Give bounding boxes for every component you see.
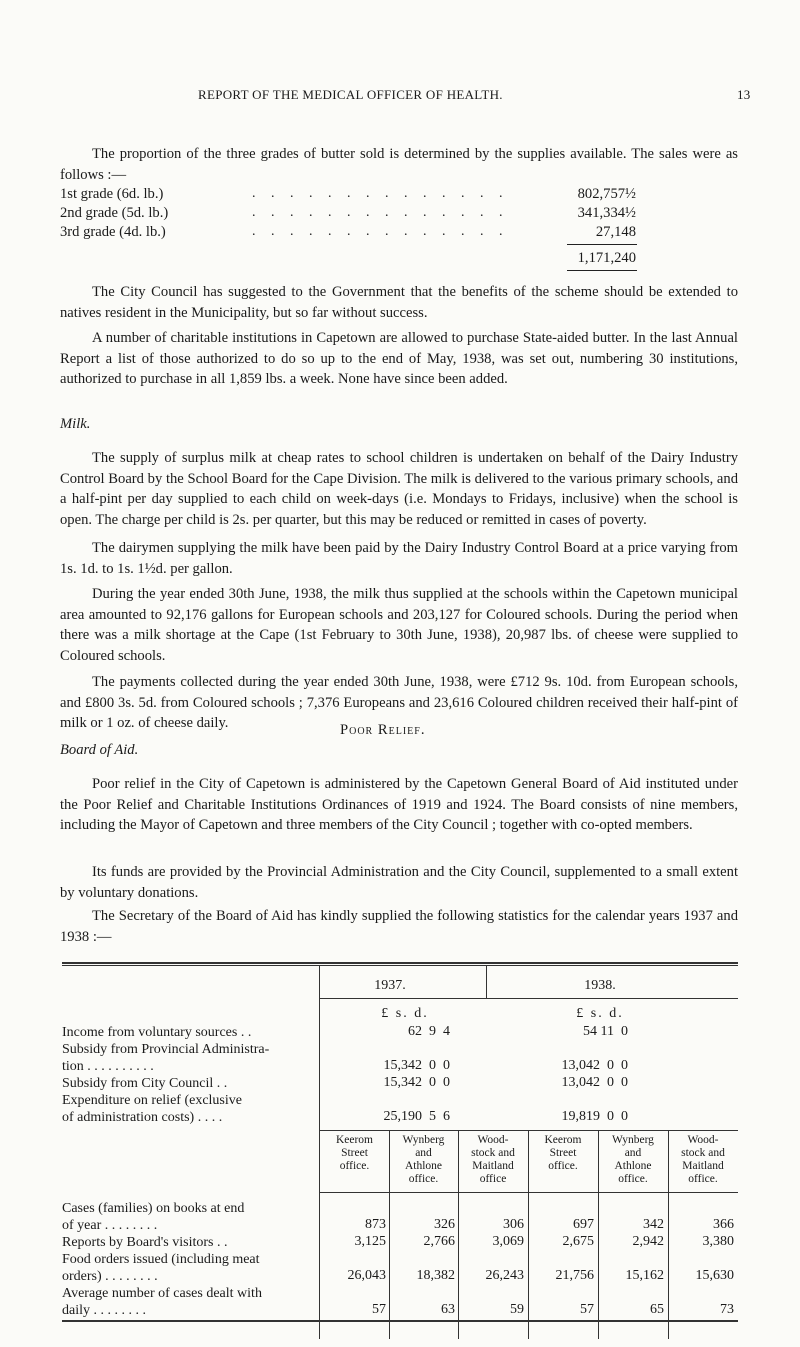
office-header [668,1134,738,1186]
cell-value: 3,069 [492,1234,524,1249]
page-number: 13 [737,87,751,102]
grades-total: 1,171,240 [577,250,636,266]
leader-dots: . . . . . . . . . . . . . . [252,224,509,239]
office-header-line: and [624,1147,642,1159]
year-header-rule [320,998,738,999]
cell-value: 2,675 [562,1234,594,1249]
cell-value: 73 [720,1302,734,1317]
board-paragraph-1: Poor relief in the City of Capetown is administered by the Capetown General Board of Aid instituted under the Poor Relief and Charitable Institutions Ordinances of 1919 and 1924. The Board consists of nine members, including the Mayor of Capetown and three members of the City Council ; together with co-opted members. [60,776,738,833]
cell-value: 15,162 [625,1268,664,1283]
grade-3-amount: 27,148 [595,224,636,240]
cell-value: 697 [573,1217,594,1232]
office-header [598,1134,668,1186]
value-1937: 15,342 0 0 [383,1075,450,1090]
office-header-line: Keerom [335,1134,374,1146]
value-1938: 19,819 0 0 [561,1109,628,1124]
grade-1-label: 1st grade (6d. lb.) [60,186,164,202]
row-label: Reports by Board's visitors . . [62,1235,228,1250]
cell-value: 366 [713,1217,734,1232]
cell-value: 326 [434,1217,455,1232]
cell-value: 63 [441,1302,455,1317]
milk-paragraph-3: During the year ended 30th June, 1938, the milk thus supplied at the schools within the Capetown municipal area amounted to 92,176 gallons for European schools and 203,127 for Coloured schools. During the period when there was a milk shortage at the Cape (1st February to 30th June, 1938), 20,987 lbs. of cheese were supplied to Coloured schools. [60,586,738,664]
value-1938: 54 11 0 [583,1024,628,1039]
year-1938-header: 1938. [584,978,616,993]
table-bottom-rule [62,1320,738,1322]
grade-2-label: 2nd grade (5d. lb.) [60,205,169,221]
grade-3-label: 3rd grade (4d. lb.) [60,224,166,240]
cell-value: 26,043 [347,1268,386,1283]
cell-value: 57 [580,1302,594,1317]
row-label: Average number of cases dealt with [62,1286,262,1301]
leader-dots: . . . . . . . . . . . . . . [252,205,509,220]
year-1937-header: 1937. [374,978,406,993]
row-label: of administration costs) . . . . [62,1110,223,1125]
city-council-paragraph: The City Council has suggested to the Government that the benefits of the scheme should be extended to natives resident in the Municipality, but so far without success. [60,284,738,321]
office-header [389,1134,458,1186]
office-header-bottom-rule [320,1192,738,1193]
charitable-paragraph: A number of charitable institutions in Capetown are allowed to purchase State-aided butter. In the last Annual Report a list of those authorized to do so up to the end of May, 1938, was set out, numbering 30 institutions, authorized to purchase in all 1,859 lbs. a week. None have since been added. [60,330,738,387]
milk-paragraph-1: The supply of surplus milk at cheap rates to school children is undertaken on behalf of the Dairy Industry Control Board by the School Board for the Cape Division. The milk is delivered to the various primary schools, and a half-pint per day supplied to each child on week-days (i.e. Mondays to Fridays, inclusive) when the school is open. The charge per child is 2s. per quarter, but this may be reduced or remitted in cases of poverty. [60,450,738,528]
office-header-line: Athlone [614,1160,652,1172]
leader-dots: . . . . . . . . . . . . . . [252,186,509,201]
office-header-line: Street [549,1147,577,1159]
row-label: Subsidy from Provincial Administra- [62,1042,270,1057]
cell-value: 59 [510,1302,524,1317]
value-1937: 25,190 5 6 [383,1109,450,1124]
office-header-line: Wood- [687,1134,719,1146]
office-header-rule [320,1130,738,1131]
office-header-line: office. [339,1160,370,1172]
cell-value: 306 [503,1217,524,1232]
money-header-1938: £ s. d. [576,1006,624,1021]
cell-value: 65 [650,1302,664,1317]
board-of-aid-heading: Board of Aid. [60,742,139,758]
grade-1-amount: 802,757½ [577,186,636,202]
row-label: orders) . . . . . . . . [62,1269,158,1284]
office-header-line: office. [548,1160,578,1172]
office-header-line: office. [618,1173,648,1185]
value-1937: 15,342 0 0 [383,1058,450,1073]
office-header-line: Athlone [404,1160,443,1172]
milk-heading: Milk. [60,416,91,432]
grade-2-amount: 341,334½ [577,205,636,221]
office-header-line: Street [341,1147,368,1159]
office-header-line: office. [688,1173,718,1185]
office-header-line: and [415,1147,432,1159]
value-1938: 13,042 0 0 [561,1058,628,1073]
office-header [528,1134,598,1173]
table-top-rule [62,962,738,964]
total-rule [567,270,637,271]
office-header-line: office [479,1173,507,1185]
column-divider [486,965,487,999]
office-header-line: Maitland [472,1160,514,1172]
cell-value: 342 [643,1217,664,1232]
row-label: Expenditure on relief (exclusive [62,1093,242,1108]
office-header [320,1134,389,1173]
office-header [458,1134,528,1186]
value-1937: 62 9 4 [408,1024,450,1039]
board-paragraph-3: The Secretary of the Board of Aid has kindly supplied the following statistics for the calendar years 1937 and 1938 :— [60,908,738,945]
cell-value: 3,380 [702,1234,734,1249]
office-header-line: stock and [471,1147,515,1159]
poor-relief-heading: Poor Relief. [340,722,426,738]
milk-paragraph-2: The dairymen supplying the milk have been paid by the Dairy Industry Control Board at a price varying from 1s. 1d. to 1s. 1½d. per gallon. [60,540,738,577]
cell-value: 15,630 [695,1268,734,1283]
cell-value: 2,766 [423,1234,455,1249]
cell-value: 3,125 [354,1234,386,1249]
office-header-line: stock and [681,1147,725,1159]
row-label: tion . . . . . . . . . . [62,1059,154,1074]
value-1938: 13,042 0 0 [561,1075,628,1090]
cell-value: 2,942 [632,1234,664,1249]
running-title: REPORT OF THE MEDICAL OFFICER OF HEALTH. [198,87,503,102]
office-header-line: office. [408,1173,439,1185]
row-label: Subsidy from City Council . . [62,1076,228,1091]
cell-value: 26,243 [485,1268,524,1283]
money-header-1937: £ s. d. [381,1006,429,1021]
cell-value: 873 [365,1217,386,1232]
milk-paragraph-4: The payments collected during the year ended 30th June, 1938, were £712 9s. 10d. from European schools, and £800 3s. 5d. from Coloured schools ; 7,376 Europeans and 23,616 Coloured children received their half-pint of milk or 1 oz. of cheese daily. [60,674,738,731]
board-paragraph-2: Its funds are provided by the Provincial Administration and the City Council, supplemented to a small extent by voluntary donations. [60,864,738,901]
row-label: Cases (families) on books at end [62,1201,245,1216]
row-label: of year . . . . . . . . [62,1218,158,1233]
office-header-line: Maitland [682,1160,724,1172]
office-header-line: Wood- [477,1134,509,1146]
office-header-line: Wynberg [612,1134,654,1146]
cell-value: 21,756 [555,1268,594,1283]
table-top-rule [62,965,738,966]
office-header-line: Wynberg [402,1134,445,1146]
sum-rule [567,244,637,245]
row-label: Food orders issued (including meat [62,1252,260,1267]
row-label: Income from voluntary sources . . [62,1025,252,1040]
intro-paragraph: The proportion of the three grades of butter sold is determined by the supplies available. The sales were as follows :— [60,146,738,183]
cell-value: 18,382 [416,1268,455,1283]
row-label: daily . . . . . . . . [62,1303,146,1318]
cell-value: 57 [372,1302,386,1317]
office-header-line: Keerom [544,1134,582,1146]
